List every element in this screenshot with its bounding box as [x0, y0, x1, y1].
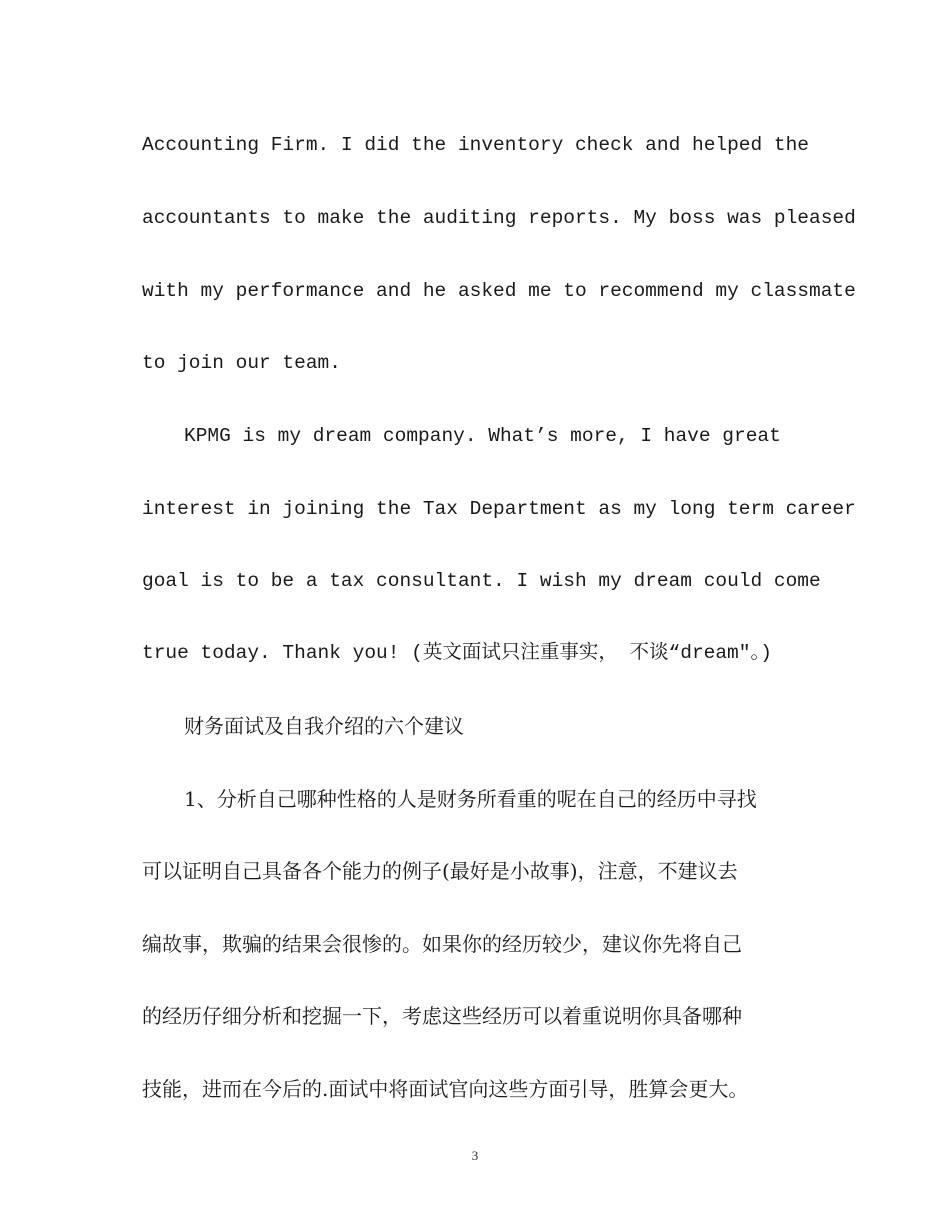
paragraph-line: accountants to make the auditing reports. My boss was pleased — [142, 207, 856, 229]
paragraph-line: 1、分析自己哪种性格的人是财务所看重的呢在自己的经历中寻找 — [184, 787, 757, 811]
paragraph-line: to join our team. — [142, 352, 341, 374]
paragraph-line: with my performance and he asked me to recommend my classmate — [142, 280, 856, 302]
paragraph-line: goal is to be a tax consultant. I wish my dream could come — [142, 570, 821, 592]
paragraph-line: 的经历仔细分析和挖掘一下，考虑这些经历可以着重说明你具备哪种 — [142, 1004, 742, 1028]
page-number: 3 — [471, 1148, 479, 1163]
paragraph-line: true today. Thank you! (英文面试只注重事实， 不谈“dream″。) — [142, 642, 772, 664]
paragraph-line: KPMG is my dream company. What’s more, I have great — [184, 425, 781, 447]
section-heading: 财务面试及自我介绍的六个建议 — [184, 714, 464, 738]
paragraph-line: 编故事，欺骗的结果会很惨的。如果你的经历较少，建议你先将自己 — [142, 932, 742, 956]
paragraph-line: 技能，进而在今后的.面试中将面试官向这些方面引导，胜算会更大。 — [142, 1077, 749, 1101]
paragraph-line: Accounting Firm. I did the inventory check and helped the — [142, 134, 810, 156]
paragraph-line: 可以证明自己具备各个能力的例子(最好是小故事)，注意，不建议去 — [142, 859, 738, 883]
paragraph-line: interest in joining the Tax Department as my long term career — [142, 498, 856, 520]
